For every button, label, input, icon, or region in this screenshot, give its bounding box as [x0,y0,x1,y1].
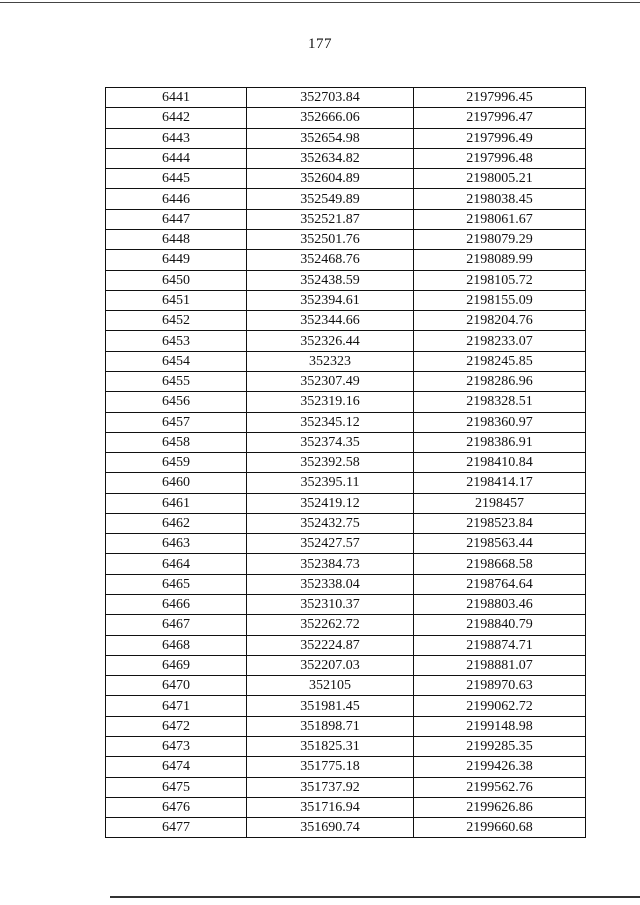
y-coordinate-cell: 2198414.17 [414,473,586,493]
y-coordinate-cell: 2197996.45 [414,88,586,108]
table-row [106,453,586,473]
y-coordinate-cell: 2198286.96 [414,371,586,391]
table-row [106,371,586,391]
point-number-cell: 6457 [106,412,247,432]
y-coordinate-cell: 2198328.51 [414,392,586,412]
point-number-cell: 6470 [106,676,247,696]
table-row [106,108,586,128]
y-coordinate-cell: 2198563.44 [414,534,586,554]
x-coordinate-cell: 352224.87 [247,635,414,655]
table-row [106,513,586,533]
y-coordinate-cell: 2198005.21 [414,169,586,189]
point-number-cell: 6458 [106,432,247,452]
x-coordinate-cell: 351716.94 [247,797,414,817]
y-coordinate-cell: 2198668.58 [414,554,586,574]
point-number-cell: 6445 [106,169,247,189]
table-row [106,797,586,817]
table-row [106,676,586,696]
point-number-cell: 6462 [106,513,247,533]
x-coordinate-cell: 352374.35 [247,432,414,452]
y-coordinate-cell: 2198038.45 [414,189,586,209]
point-number-cell: 6454 [106,351,247,371]
point-number-cell: 6442 [106,108,247,128]
x-coordinate-cell: 352307.49 [247,371,414,391]
point-number-cell: 6444 [106,148,247,168]
y-coordinate-cell: 2199562.76 [414,777,586,797]
table-row [106,818,586,838]
y-coordinate-cell: 2198874.71 [414,635,586,655]
y-coordinate-cell: 2197996.47 [414,108,586,128]
x-coordinate-cell: 351737.92 [247,777,414,797]
point-number-cell: 6477 [106,818,247,838]
coordinates-table-body [106,88,586,838]
point-number-cell: 6465 [106,574,247,594]
point-number-cell: 6451 [106,290,247,310]
top-border-line [0,2,640,3]
x-coordinate-cell: 352262.72 [247,615,414,635]
x-coordinate-cell: 351825.31 [247,737,414,757]
y-coordinate-cell: 2198079.29 [414,229,586,249]
table-row [106,635,586,655]
x-coordinate-cell: 352438.59 [247,270,414,290]
y-coordinate-cell: 2198155.09 [414,290,586,310]
x-coordinate-cell: 352323 [247,351,414,371]
table-row [106,229,586,249]
point-number-cell: 6452 [106,311,247,331]
point-number-cell: 6474 [106,757,247,777]
table-row [106,534,586,554]
table-row [106,148,586,168]
y-coordinate-cell: 2198764.64 [414,574,586,594]
x-coordinate-cell: 352549.89 [247,189,414,209]
y-coordinate-cell: 2199660.68 [414,818,586,838]
page-number: 177 [308,36,332,52]
y-coordinate-cell: 2198360.97 [414,412,586,432]
bottom-border-line [110,896,640,898]
y-coordinate-cell: 2198105.72 [414,270,586,290]
y-coordinate-cell: 2198803.46 [414,595,586,615]
y-coordinate-cell: 2198089.99 [414,250,586,270]
x-coordinate-cell: 352703.84 [247,88,414,108]
table-row [106,615,586,635]
table-row [106,737,586,757]
y-coordinate-cell: 2198245.85 [414,351,586,371]
point-number-cell: 6466 [106,595,247,615]
x-coordinate-cell: 351690.74 [247,818,414,838]
table-row [106,777,586,797]
y-coordinate-cell: 2199148.98 [414,716,586,736]
y-coordinate-cell: 2198881.07 [414,655,586,675]
point-number-cell: 6459 [106,453,247,473]
y-coordinate-cell: 2198457 [414,493,586,513]
point-number-cell: 6463 [106,534,247,554]
table-row [106,331,586,351]
y-coordinate-cell: 2199426.38 [414,757,586,777]
table-row [106,250,586,270]
x-coordinate-cell: 352604.89 [247,169,414,189]
table-row [106,574,586,594]
x-coordinate-cell: 351775.18 [247,757,414,777]
table-row [106,432,586,452]
table-row [106,473,586,493]
table-row [106,696,586,716]
x-coordinate-cell: 352395.11 [247,473,414,493]
point-number-cell: 6471 [106,696,247,716]
x-coordinate-cell: 352432.75 [247,513,414,533]
coordinates-table [105,87,586,838]
y-coordinate-cell: 2198061.67 [414,209,586,229]
point-number-cell: 6446 [106,189,247,209]
point-number-cell: 6453 [106,331,247,351]
table-row [106,716,586,736]
y-coordinate-cell: 2198410.84 [414,453,586,473]
x-coordinate-cell: 351981.45 [247,696,414,716]
x-coordinate-cell: 352207.03 [247,655,414,675]
y-coordinate-cell: 2199626.86 [414,797,586,817]
point-number-cell: 6443 [106,128,247,148]
point-number-cell: 6448 [106,229,247,249]
point-number-cell: 6464 [106,554,247,574]
y-coordinate-cell: 2198840.79 [414,615,586,635]
x-coordinate-cell: 352654.98 [247,128,414,148]
y-coordinate-cell: 2199285.35 [414,737,586,757]
x-coordinate-cell: 352394.61 [247,290,414,310]
point-number-cell: 6460 [106,473,247,493]
point-number-cell: 6456 [106,392,247,412]
point-number-cell: 6476 [106,797,247,817]
x-coordinate-cell: 352392.58 [247,453,414,473]
table-row [106,493,586,513]
y-coordinate-cell: 2198233.07 [414,331,586,351]
table-row [106,128,586,148]
table-row [106,595,586,615]
y-coordinate-cell: 2198386.91 [414,432,586,452]
x-coordinate-cell: 352310.37 [247,595,414,615]
x-coordinate-cell: 352319.16 [247,392,414,412]
table-row [106,412,586,432]
y-coordinate-cell: 2198204.76 [414,311,586,331]
point-number-cell: 6461 [106,493,247,513]
point-number-cell: 6472 [106,716,247,736]
x-coordinate-cell: 352345.12 [247,412,414,432]
x-coordinate-cell: 352427.57 [247,534,414,554]
x-coordinate-cell: 351898.71 [247,716,414,736]
x-coordinate-cell: 352468.76 [247,250,414,270]
table-row [106,311,586,331]
point-number-cell: 6468 [106,635,247,655]
x-coordinate-cell: 352338.04 [247,574,414,594]
x-coordinate-cell: 352501.76 [247,229,414,249]
table-row [106,169,586,189]
table-row [106,290,586,310]
y-coordinate-cell: 2197996.48 [414,148,586,168]
table-row [106,757,586,777]
x-coordinate-cell: 352666.06 [247,108,414,128]
table-row [106,270,586,290]
table-row [106,554,586,574]
point-number-cell: 6450 [106,270,247,290]
x-coordinate-cell: 352326.44 [247,331,414,351]
point-number-cell: 6455 [106,371,247,391]
x-coordinate-cell: 352105 [247,676,414,696]
y-coordinate-cell: 2199062.72 [414,696,586,716]
table-row [106,189,586,209]
point-number-cell: 6441 [106,88,247,108]
y-coordinate-cell: 2197996.49 [414,128,586,148]
table-row [106,88,586,108]
table-row [106,209,586,229]
x-coordinate-cell: 352419.12 [247,493,414,513]
point-number-cell: 6447 [106,209,247,229]
table-row [106,351,586,371]
point-number-cell: 6449 [106,250,247,270]
x-coordinate-cell: 352384.73 [247,554,414,574]
x-coordinate-cell: 352344.66 [247,311,414,331]
table-row [106,392,586,412]
y-coordinate-cell: 2198970.63 [414,676,586,696]
point-number-cell: 6475 [106,777,247,797]
table-row [106,655,586,675]
point-number-cell: 6467 [106,615,247,635]
x-coordinate-cell: 352521.87 [247,209,414,229]
point-number-cell: 6469 [106,655,247,675]
y-coordinate-cell: 2198523.84 [414,513,586,533]
point-number-cell: 6473 [106,737,247,757]
x-coordinate-cell: 352634.82 [247,148,414,168]
